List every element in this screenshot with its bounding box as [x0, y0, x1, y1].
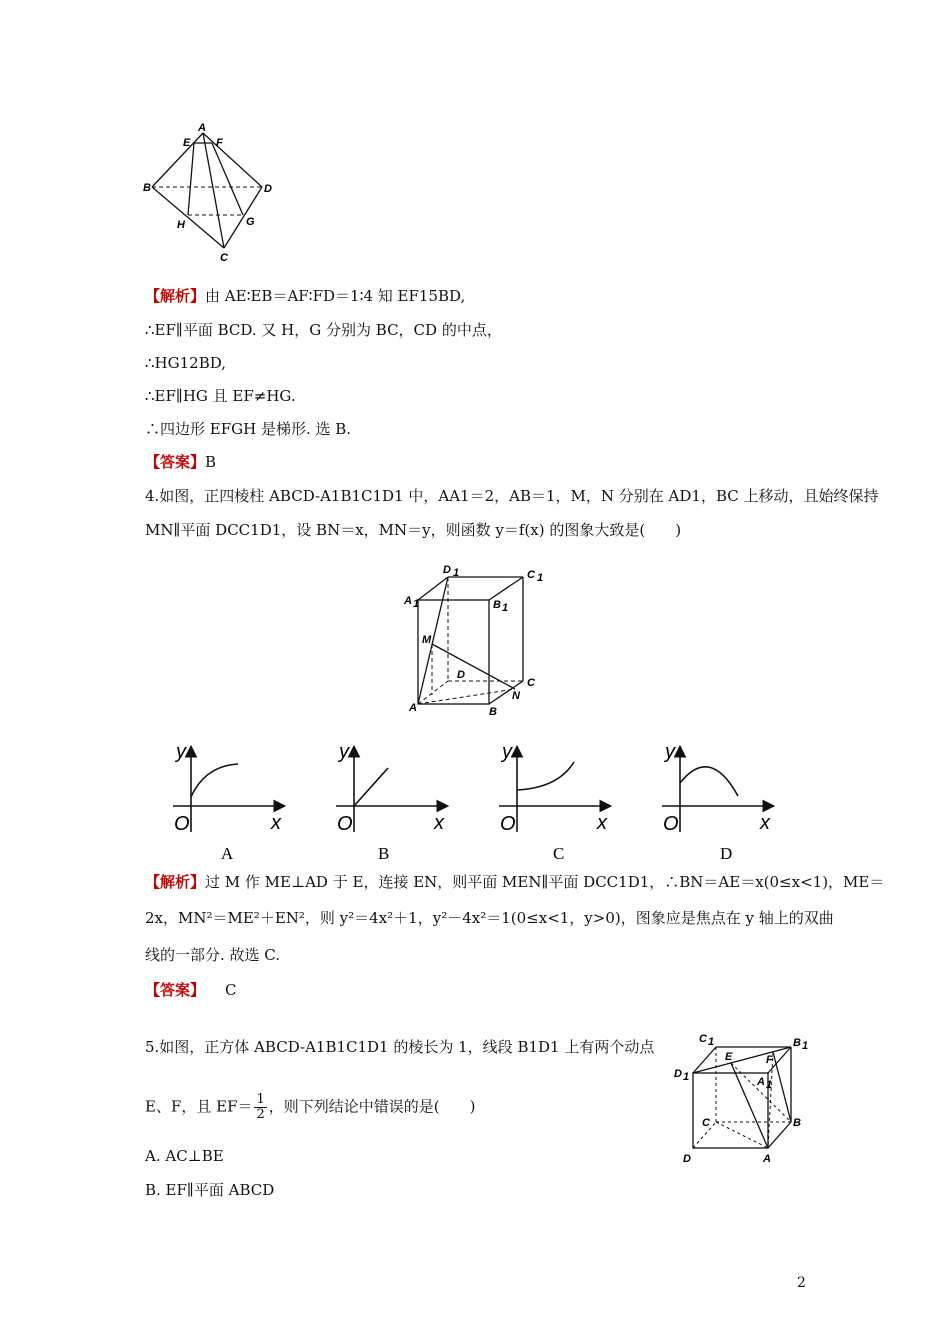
- label-b: B: [489, 706, 497, 718]
- graph-d-x-label: x: [760, 812, 770, 834]
- label-n: N: [512, 690, 520, 702]
- answer-tag: 【答案】: [145, 981, 206, 999]
- label-a: A: [198, 122, 206, 134]
- graph-b-caption: B: [378, 844, 390, 863]
- graph-a-y-label: y: [176, 741, 186, 763]
- curve-c: [517, 762, 574, 790]
- label-a: A: [763, 1153, 771, 1165]
- label-h: H: [177, 219, 185, 231]
- label-a: A: [409, 702, 417, 714]
- tetrahedron-figure: [140, 120, 290, 270]
- label-e: E: [725, 1051, 733, 1063]
- label-m: M: [422, 634, 432, 646]
- graph-b-y-label: y: [339, 741, 349, 763]
- answer-tag: 【答案】: [145, 453, 206, 471]
- graph-c-y-label: y: [502, 741, 512, 763]
- q4-stem-line1: 4.如图，正四棱柱 ABCD-A1B1C1D1 中，AA1＝2，AB＝1，M，N 分别在 AD1，BC 上移动，且始终保持: [145, 487, 879, 505]
- q4-analysis-line1: 【解析】过 M 作 ME⊥AD 于 E，连接 EN，则平面 MEN∥平面 DCC1D1，∴BN＝AE＝x(0≤x<1)，ME＝: [145, 873, 885, 891]
- prism-figure: [400, 560, 550, 720]
- graph-d-caption: D: [720, 844, 733, 863]
- label-c: C: [527, 677, 535, 689]
- label-c1: C: [699, 1033, 707, 1045]
- option-graphs: [165, 735, 785, 865]
- q3-answer: 【答案】B: [145, 453, 217, 471]
- analysis-tag: 【解析】: [145, 873, 206, 891]
- label-f: F: [766, 1054, 773, 1066]
- graph-a-origin: O: [174, 813, 190, 835]
- label-b1: B: [493, 599, 501, 611]
- q5-stem-line1: 5.如图，正方体 ABCD-A1B1C1D1 的棱长为 1，线段 B1D1 上有两个动点: [145, 1038, 655, 1056]
- label-c: C: [702, 1117, 710, 1129]
- label-d1: D: [443, 564, 451, 576]
- curve-b: [354, 768, 388, 806]
- label-b1: B: [793, 1037, 801, 1049]
- svg-text:1: 1: [766, 1079, 773, 1091]
- label-a1: A: [757, 1076, 765, 1088]
- graph-d-origin: O: [663, 813, 679, 835]
- graph-b-origin: O: [337, 813, 353, 835]
- svg-text:1: 1: [708, 1036, 715, 1048]
- label-f: F: [216, 137, 223, 149]
- q5-option-b: B. EF∥平面 ABCD: [145, 1181, 275, 1199]
- q5-option-a: A. AC⊥BE: [145, 1147, 224, 1165]
- q3-analysis-line3: ∴HG12BD,: [145, 354, 226, 372]
- page-number: 2: [797, 1275, 806, 1291]
- graph-d-y-label: y: [665, 741, 675, 763]
- svg-text:1: 1: [502, 602, 509, 614]
- q4-answer: 【答案】 C: [145, 981, 237, 999]
- label-e: E: [183, 137, 191, 149]
- svg-text:1: 1: [537, 572, 544, 584]
- graph-a-caption: A: [221, 844, 234, 863]
- curve-a: [191, 764, 238, 797]
- q3-analysis-line4: ∴EF∥HG 且 EF≠HG.: [145, 387, 296, 405]
- label-g: G: [246, 216, 255, 228]
- analysis-tag: 【解析】: [145, 287, 206, 305]
- label-d1: D: [674, 1068, 682, 1080]
- svg-text:1: 1: [683, 1071, 690, 1083]
- q4-analysis-line2: 2x，MN²＝ME²＋EN²，则 y²＝4x²＋1，y²－4x²＝1(0≤x<1，y>0)，图象应是焦点在 y 轴上的双曲: [145, 909, 834, 927]
- graph-a-x-label: x: [271, 812, 281, 834]
- label-d: D: [264, 183, 272, 195]
- label-a1: A: [404, 595, 412, 607]
- cube-figure: [670, 1030, 820, 1170]
- q5-stem-line2: E、F，且 EF＝ $\frac{1}{2}$ ，则下列结论中错误的是( ): [145, 1092, 476, 1122]
- q4-analysis-line3: 线的一部分. 故选 C.: [145, 946, 281, 964]
- graph-c-caption: C: [553, 844, 565, 863]
- q4-stem-line2: MN∥平面 DCC1D1，设 BN＝x，MN＝y，则函数 y＝f(x) 的图象大致是( ): [145, 521, 682, 539]
- svg-text:1: 1: [453, 567, 460, 579]
- curve-d: [680, 767, 738, 796]
- graph-c-x-label: x: [597, 812, 607, 834]
- graph-c-origin: O: [500, 813, 516, 835]
- label-b: B: [793, 1117, 801, 1129]
- label-d: D: [683, 1153, 691, 1165]
- q3-analysis-line2: ∴EF∥平面 BCD. 又 H，G 分别为 BC，CD 的中点，: [145, 321, 502, 339]
- q3-analysis-line1: 【解析】由 AE∶EB＝AF∶FD＝1∶4 知 EF15BD,: [145, 287, 466, 305]
- label-b: B: [143, 182, 151, 194]
- label-c: C: [220, 252, 228, 264]
- svg-text:1: 1: [802, 1040, 809, 1052]
- svg-text:1: 1: [413, 598, 420, 610]
- label-d: D: [457, 669, 465, 681]
- q3-analysis-line5: ∴四边形 EFGH 是梯形. 选 B.: [145, 420, 352, 438]
- graph-b-x-label: x: [434, 812, 444, 834]
- label-c1: C: [527, 569, 535, 581]
- fraction-one-half: $\frac{1}{2}$: [256, 1092, 265, 1122]
